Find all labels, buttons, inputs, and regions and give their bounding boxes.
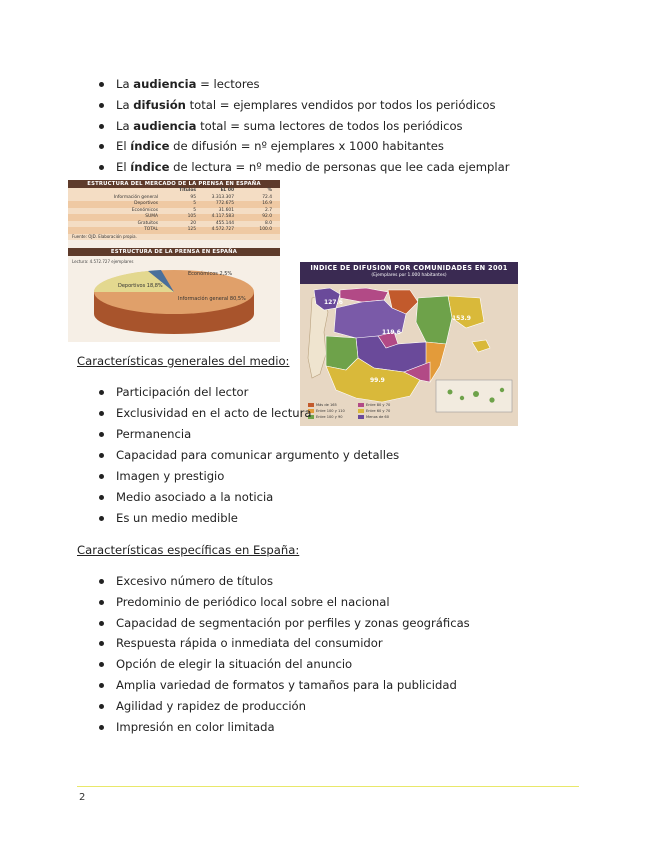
list-item: Opción de elegir la situación del anuncio [96, 657, 470, 671]
pie-label-econ: Económicos 2,5% [188, 271, 233, 277]
map-value: 127.6 [324, 299, 343, 306]
legend-item: Entre 80 y 70 [358, 403, 390, 407]
definitions-list [96, 77, 510, 174]
market-table-source: Fuente: OJD. Elaboración propia. [72, 233, 137, 239]
pie-chart [68, 180, 280, 342]
footer-rule [77, 786, 579, 787]
list-item: Imagen y prestigio [96, 469, 399, 483]
definition-item: La audiencia = lectores [96, 77, 510, 91]
list-item: Capacidad de segmentación por perfiles y zonas geográficas [96, 616, 470, 630]
map-island [500, 388, 504, 392]
table-row: Gratuitos 20 455.144 8.0 [137, 220, 272, 226]
map-island [460, 396, 464, 400]
market-table-title: ESTRUCTURA DEL MERCADO DE LA PRENSA EN ESPAÑA [68, 180, 280, 188]
map-aragon [416, 296, 452, 344]
general-list [96, 385, 399, 525]
specific-heading: Características específicas en España: [77, 543, 300, 557]
legend-item: Más de 165 [308, 403, 337, 407]
list-item: Participación del lector [96, 385, 399, 399]
list-item: Capacidad para comunicar argumento y detalles [96, 448, 399, 462]
table-row: Económicos 5 31.601 2.7 [131, 207, 272, 213]
map-subtitle: (Ejemplares por 1.000 habitantes) [371, 273, 447, 278]
legend-item: Entre 100 y 90 [308, 415, 343, 419]
definition-item: El índice de lectura = nº medio de personas que lee cada ejemplar [96, 160, 510, 174]
table-row: SUMA 105 4.117.583 92.0 [68, 214, 280, 221]
map-value: 153.9 [452, 315, 471, 322]
definition-item: El índice de difusión = nº ejemplares x 1000 habitantes [96, 139, 510, 153]
pie-label-sport: Deportivos 18,8% [118, 283, 163, 289]
map-island [473, 391, 479, 397]
table-row: Deportivos 5 772.675 16.9 [68, 201, 280, 208]
list-item: Es un medio medible [96, 511, 399, 525]
definition-item: La difusión total = ejemplares vendidos por todos los periódicos [96, 98, 510, 112]
map-baleares [472, 340, 490, 352]
general-heading: Características generales del medio: [77, 354, 290, 368]
list-item: Predominio de periódico local sobre el nacional [96, 595, 470, 609]
pie-title: ESTRUCTURA DE LA PRENSA EN ESPAÑA [68, 248, 280, 256]
definition-item: La audiencia total = suma lectores de todos los periódicos [96, 119, 510, 133]
pie-note: Lectura: 4.572.727 ejemplares [72, 259, 134, 264]
market-table-header: Títulos EL 00 % [179, 188, 272, 193]
pie-label-general: Información general 80,5% [178, 296, 246, 302]
list-item: Exclusividad en el acto de lectura [96, 406, 399, 420]
map-island [448, 390, 453, 395]
list-item: Respuesta rápida o inmediata del consumidor [96, 636, 470, 650]
table-row: Información general 95 3.313.307 72.4 [113, 194, 272, 200]
map-title: INDICE DE DIFUSION POR COMUNIDADES EN 2001 [310, 264, 508, 272]
specific-list [96, 574, 470, 734]
table-row: TOTAL 125 4.572.727 100.0 [68, 227, 280, 234]
list-item: Amplia variedad de formatos y tamaños para la publicidad [96, 678, 470, 692]
list-item: Impresión en color limitada [96, 720, 470, 734]
page-number: 2 [79, 792, 86, 803]
map-island [489, 397, 494, 402]
legend-item: Entre 100 y 110 [308, 409, 345, 413]
map-value: 119.6 [382, 329, 401, 336]
map-value: 99.9 [370, 377, 385, 384]
list-item: Agilidad y rapidez de producción [96, 699, 470, 713]
map-north [340, 288, 388, 302]
list-item: Medio asociado a la noticia [96, 490, 399, 504]
list-item: Permanencia [96, 427, 399, 441]
legend-item: Menos de 60 [358, 415, 389, 419]
legend-item: Entre 60 y 70 [358, 409, 390, 413]
list-item: Excesivo número de títulos [96, 574, 470, 588]
market-structure-image [68, 180, 280, 342]
map-catalonia [448, 296, 484, 328]
